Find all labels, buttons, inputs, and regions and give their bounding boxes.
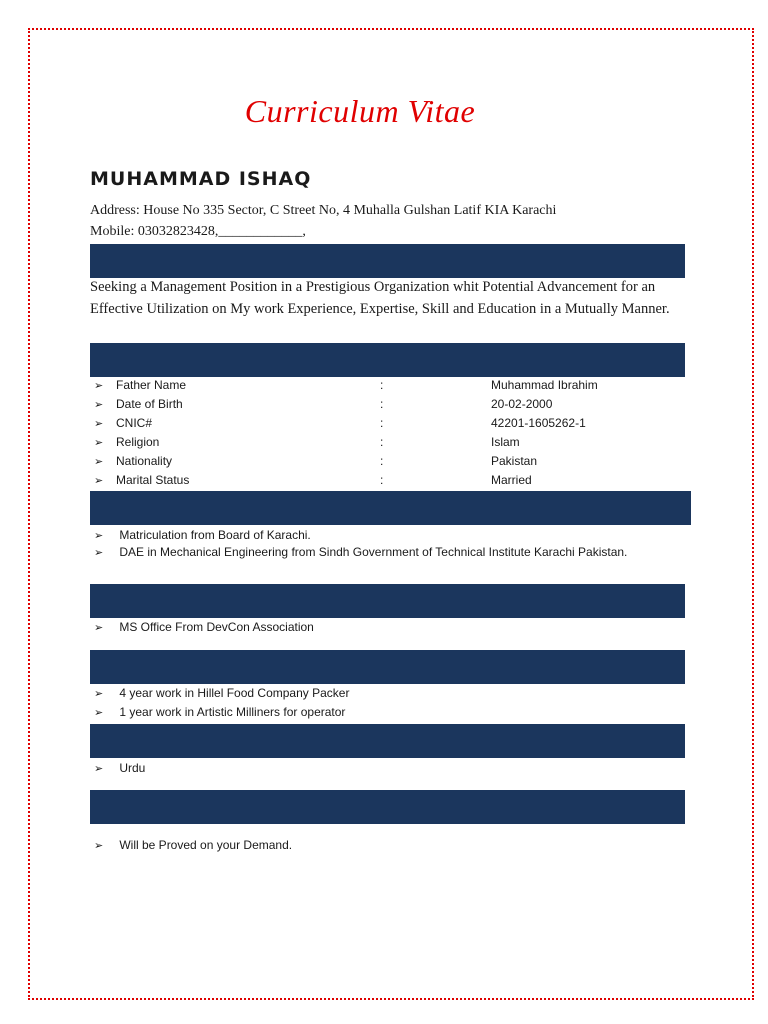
info-value: 20-02-2000 [491,397,553,411]
experience-item [94,684,349,702]
language-text: Urdu [119,761,146,775]
experience-item [94,703,345,721]
bullet-arrow-icon: ➢ [94,437,104,449]
reference-item [94,836,292,854]
objective-text: Seeking a Management Position in a Prestigious Organization whit Potential Advancement for an Effective Utilization on My work Experience, Expertise, Skill and Education in a Mutually Manner. [90,279,670,317]
bullet-arrow-icon: ➢ [94,456,104,468]
personal-info-row [94,433,694,451]
personal-info-row [94,376,694,394]
info-colon: : [380,397,384,411]
bullet-arrow-icon: ➢ [94,622,104,634]
info-value: 42201-1605262-1 [491,416,586,430]
bullet-arrow-icon: ➢ [94,475,104,487]
candidate-name: MUHAMMAD ISHAQ [90,168,312,190]
education-item [94,526,311,544]
info-label: Religion [116,435,160,449]
bullet-arrow-icon: ➢ [94,380,104,392]
personal-info-row [94,414,694,432]
info-value: Married [491,473,532,487]
personal-info-row [94,395,694,413]
bullet-arrow-icon: ➢ [94,547,104,559]
info-colon: : [380,435,384,449]
info-label: Nationality [116,454,173,468]
personal-info-row [94,471,694,489]
objective-section-bar [90,244,685,278]
document-title: Curriculum Vitae [244,93,476,129]
language-item [94,759,145,777]
info-label: CNIC# [116,416,153,430]
info-value: Muhammad Ibrahim [491,378,598,392]
personal-info-section-bar [90,343,685,377]
info-colon: : [380,378,384,392]
bullet-arrow-icon: ➢ [94,399,104,411]
personal-info-row [94,452,694,470]
info-value: Pakistan [491,454,538,468]
bullet-arrow-icon: ➢ [94,418,104,430]
mobile-line: Mobile: 03032823428,____________, [90,224,306,239]
education-text: DAE in Mechanical Engineering from Sindh Government of Technical Institute Karachi Pakistan. [119,545,628,559]
education-item [94,543,627,561]
info-label: Date of Birth [116,397,183,411]
info-label: Father Name [116,378,187,392]
bullet-arrow-icon: ➢ [94,840,104,852]
education-section-bar [90,491,691,525]
computer-skills-section-bar [90,584,685,618]
skill-text: MS Office From DevCon Association [119,620,314,634]
education-text: Matriculation from Board of Karachi. [119,528,311,542]
info-colon: : [380,454,384,468]
bullet-arrow-icon: ➢ [94,707,104,719]
address-line: Address: House No 335 Sector, C Street No, 4 Muhalla Gulshan Latif KIA Karachi [90,203,557,218]
experience-text: 1 year work in Artistic Milliners for operator [119,705,346,719]
info-colon: : [380,473,384,487]
bullet-arrow-icon: ➢ [94,688,104,700]
references-section-bar [90,790,685,824]
info-colon: : [380,416,384,430]
languages-section-bar [90,724,685,758]
experience-section-bar [90,650,685,684]
info-value: Islam [491,435,520,449]
info-label: Marital Status [116,473,190,487]
bullet-arrow-icon: ➢ [94,763,104,775]
skill-item [94,618,314,636]
experience-text: 4 year work in Hillel Food Company Packer [119,686,350,700]
reference-text: Will be Proved on your Demand. [119,838,293,852]
bullet-arrow-icon: ➢ [94,530,104,542]
